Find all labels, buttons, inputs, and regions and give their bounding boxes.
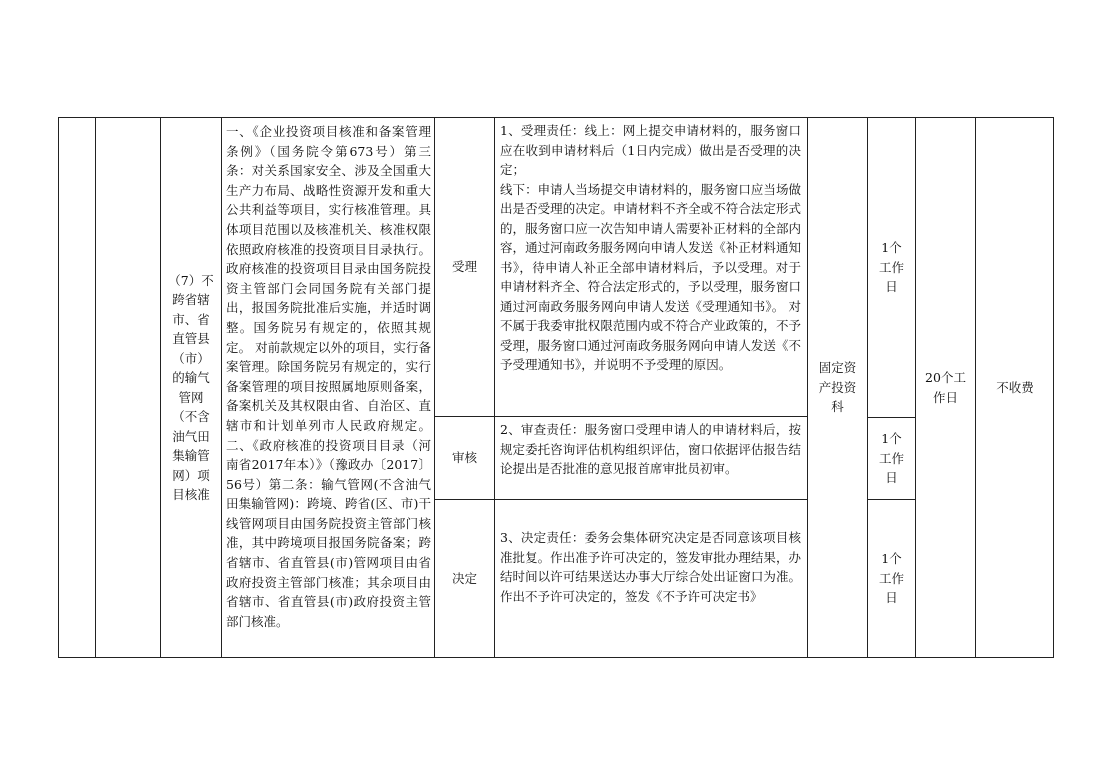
stage-time-accept: 1个工作日 <box>878 240 904 295</box>
stage-name-decide: 决定 <box>451 570 477 586</box>
column-divider <box>95 118 96 657</box>
approval-table <box>58 117 1054 658</box>
stage-time-review: 1个工作日 <box>878 431 904 486</box>
stage-time-decide-cell <box>868 500 915 657</box>
column-divider <box>221 118 222 657</box>
stage-responsibility-decide: 3、决定责任：委务会集体研究决定是否同意该项目核准批复。作出准予许可决定的，签发审批办理结果，办结时间以许可结果送达办事大厅综合处出证窗口为准。作出不予许可决定的，签发《不予许可决定书》 <box>500 530 801 604</box>
stage-time-review-cell <box>868 418 915 499</box>
column-divider <box>494 118 495 657</box>
total-time-cell <box>916 118 975 657</box>
column-divider <box>160 118 161 657</box>
stage-name-accept: 受理 <box>451 259 477 275</box>
legal-basis-text: 一、《企业投资项目核准和备案管理条例》（国务院令第673号）第三条：对关系国家安全、涉及全国重大生产力布局、战略性资源开发和重大公共利益等项目，实行核准管理。具体项目范围以及核准机关、核准权限依照政府核准的投资项目目录执行。政府核准的投资项目目录由国务院投资主管部门会同国务院有关部门提出，报国务院批准后实施，并适时调整。国务院另有规定的，依照其规定。 对前款规定以外的项目，实行备案管理。除国务院另有规定的，实行备案管理的项目按照属地原则备案，备案机关及其权限由省、自治区、直辖市和计划单列市人民政府规定。二、《政府核准的投资项目目录（河南省2017年本）》（豫政办〔2017〕56号）第二条：输气管网(不含油气田集输管网)：跨境、跨省(区、市)干线管网项目由国务院投资主管部门核准，其中跨境项目报国务院备案；跨省辖市、省直管县(市)管网项目由省政府投资主管部门核准；其余项目由省辖市、省直管县(市)政府投资主管部门核准。 <box>226 124 431 629</box>
stage-time-accept-cell <box>868 118 915 417</box>
fee-cell <box>976 118 1054 657</box>
category-cell <box>808 118 867 657</box>
fee-text: 不收费 <box>996 379 1034 395</box>
item-name-cell <box>163 118 219 657</box>
stage-time-decide: 1个工作日 <box>878 551 904 606</box>
category-text: 固定资产投资科 <box>818 360 857 415</box>
total-time: 20个工作日 <box>925 370 966 405</box>
item-name: （7）不跨省辖市、省直管县（市）的输气管网（不含油气田集输管网）项目核准 <box>168 272 214 502</box>
stage-name-review: 审核 <box>451 450 477 466</box>
stage-responsibility-accept: 1、受理责任：线上：网上提交申请材料的，服务窗口应在收到申请材料后（1日内完成）做出是否受理的决定； 线下：申请人当场提交申请材料的，服务窗口应当场做出是否受理的决定。申请材料不齐全或不符合法定形式的，服务窗口应一次告知申请人需要补正材料的全部内容，通过河南政务服务网向申请人发送《补正材料通知书》，待申请人补正全部申请材料后，予以受理。对于申请材料齐全、符合法定形式的，予以受理，服务窗口通过河南政务服务网向申请人发送《受理通知书》。 对不属于我委审批权限范围内或不符合产业政策的，不予受理，服务窗口通过河南政务服务网向申请人发送《不予受理通知书》，并说明不予受理的原因。 <box>500 123 801 372</box>
stage-responsibility-review: 2、审查责任：服务窗口受理申请人的申请材料后，按规定委托咨询评估机构组织评估，窗口依据评估报告结论提出是否批准的意见报首席审批员初审。 <box>500 422 801 476</box>
